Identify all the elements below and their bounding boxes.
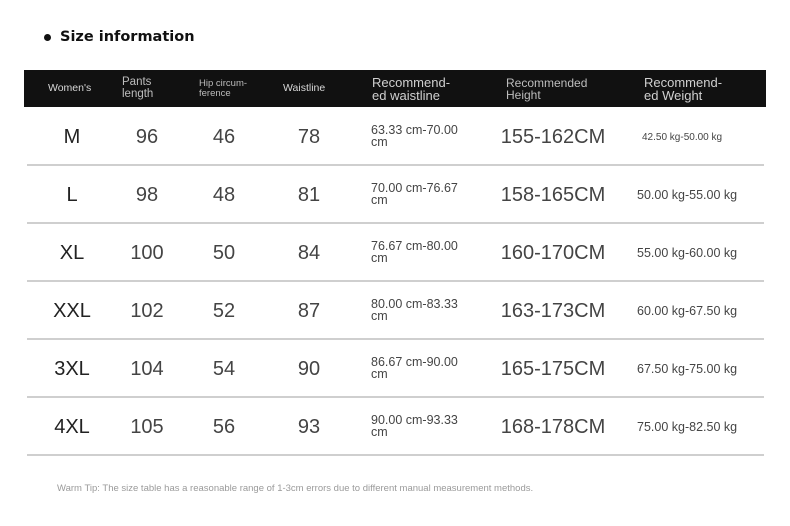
size-cell: M — [63, 125, 81, 148]
height-cell: 158-165CM — [500, 183, 606, 206]
waist-rec-cell — [371, 108, 476, 166]
weight-cell: 42.50 kg-50.00 kg — [642, 131, 723, 143]
header-recommended-waistline-text: Recommend- ed waistline — [372, 74, 451, 103]
waist-cell: 81 — [297, 183, 321, 206]
waist-cell: 87 — [297, 299, 321, 322]
height-cell: 160-170CM — [500, 241, 606, 264]
hip-cell: 48 — [212, 183, 236, 206]
weight-cell: 75.00 kg-82.50 kg — [637, 420, 738, 434]
height-cell: 155-162CM — [500, 125, 606, 148]
waist-rec-text: 76.67 cm-80.00 cm — [371, 239, 458, 265]
waist-rec-text: 63.33 cm-70.00 cm — [371, 123, 458, 149]
waist-rec-text: 80.00 cm-83.33 cm — [371, 297, 458, 323]
hip-cell: 46 — [212, 125, 236, 148]
size-cell: XXL — [53, 299, 91, 322]
table-row — [27, 108, 764, 166]
header-waistline: Waistline — [283, 82, 326, 95]
header-hip — [199, 70, 247, 107]
length-cell: 105 — [130, 415, 164, 438]
size-cell: 4XL — [54, 415, 90, 438]
footnote: Warm Tip: The size table has a reasonable range of 1-3cm errors due to different manual measurement methods. — [57, 483, 534, 494]
hip-cell: 50 — [212, 241, 236, 264]
waist-cell: 93 — [297, 415, 321, 438]
height-cell: 163-173CM — [500, 299, 606, 322]
hip-cell: 52 — [212, 299, 236, 322]
waist-cell: 90 — [297, 357, 321, 380]
hip-cell: 56 — [212, 415, 236, 438]
length-cell: 96 — [135, 125, 159, 148]
header-recommended-height-text: Recommended Height — [506, 75, 588, 102]
height-cell: 168-178CM — [500, 415, 606, 438]
header-pants-length — [122, 70, 153, 107]
table-row — [27, 166, 764, 224]
bullet-icon — [44, 34, 51, 41]
table-row — [27, 282, 764, 340]
header-recommended-height — [506, 70, 587, 107]
height-cell: 165-175CM — [500, 357, 606, 380]
waist-rec-cell — [371, 282, 476, 340]
size-cell: L — [66, 183, 78, 206]
size-cell: 3XL — [54, 357, 90, 380]
table-row — [27, 340, 764, 398]
waist-rec-text: 70.00 cm-76.67 cm — [371, 181, 458, 207]
waist-cell: 78 — [297, 125, 321, 148]
section-title-text: Size information — [60, 29, 195, 45]
header-women: Women's — [48, 82, 92, 95]
waist-rec-cell — [371, 166, 476, 224]
waist-rec-cell — [371, 224, 476, 282]
weight-cell: 55.00 kg-60.00 kg — [637, 246, 738, 260]
header-recommended-weight-text: Recommend- ed Weight — [644, 74, 723, 103]
header-recommended-waistline — [372, 70, 450, 107]
header-hip-text: Hip circum- ference — [199, 78, 248, 99]
waist-rec-text: 90.00 cm-93.33 cm — [371, 413, 458, 439]
table-row — [27, 398, 764, 456]
size-cell: XL — [59, 241, 85, 264]
waist-cell: 84 — [297, 241, 321, 264]
waist-rec-text: 86.67 cm-90.00 cm — [371, 355, 458, 381]
length-cell: 100 — [130, 241, 164, 264]
header-pants-length-text: Pants length — [122, 76, 154, 100]
header-recommended-weight — [644, 70, 722, 107]
section-title — [44, 27, 195, 47]
length-cell: 98 — [135, 183, 159, 206]
table-row — [27, 224, 764, 282]
weight-cell: 67.50 kg-75.00 kg — [637, 362, 738, 376]
hip-cell: 54 — [212, 357, 236, 380]
table-header — [24, 70, 766, 107]
weight-cell: 50.00 kg-55.00 kg — [637, 188, 738, 202]
length-cell: 104 — [130, 357, 164, 380]
weight-cell: 60.00 kg-67.50 kg — [637, 304, 738, 318]
waist-rec-cell — [371, 398, 476, 456]
waist-rec-cell — [371, 340, 476, 398]
length-cell: 102 — [130, 299, 164, 322]
